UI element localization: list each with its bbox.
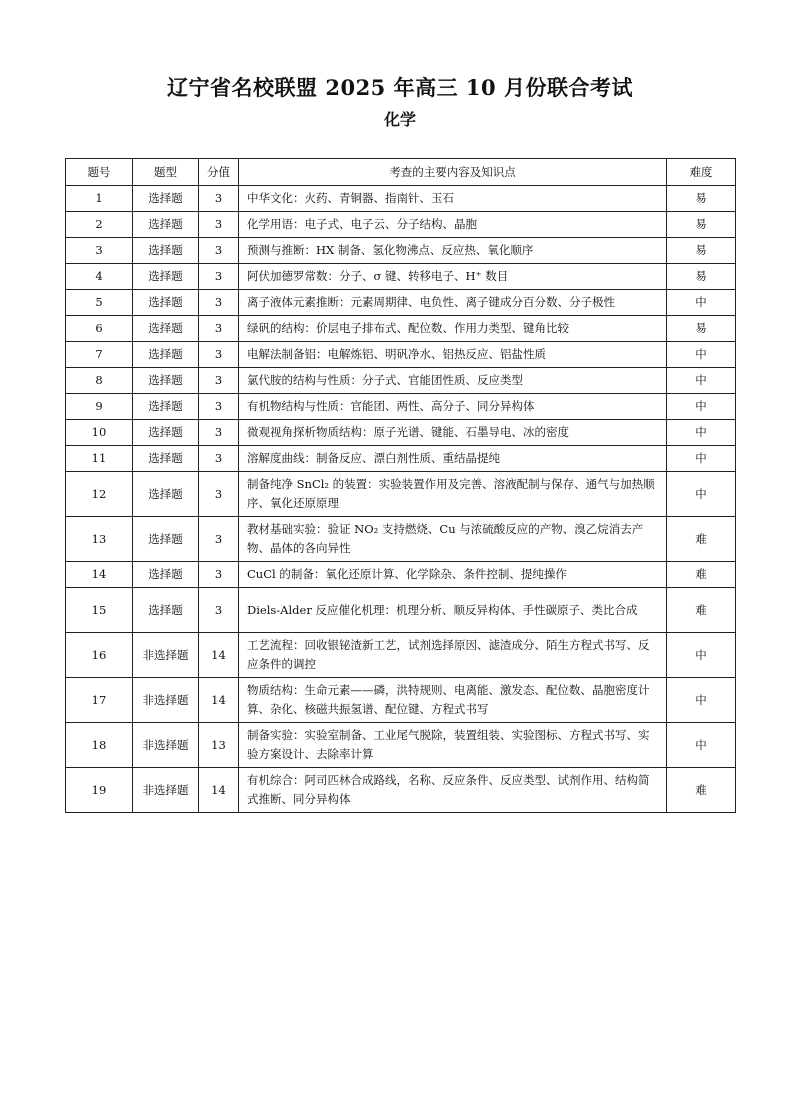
table-row	[66, 368, 736, 394]
cell-type: 选择题	[133, 238, 199, 264]
cell-difficulty: 中	[667, 472, 736, 517]
cell-type: 选择题	[133, 446, 199, 472]
table-row	[66, 562, 736, 588]
cell-content: 物质结构：生命元素——磷，洪特规则、电离能、激发态、配位数、晶胞密度计算、杂化、核磁共振氢谱、配位键、方程式书写	[239, 678, 667, 723]
cell-score: 3	[199, 562, 239, 588]
cell-type: 选择题	[133, 394, 199, 420]
cell-content: 离子液体元素推断：元素周期律、电负性、离子键成分百分数、分子极性	[239, 290, 667, 316]
cell-num: 12	[66, 472, 133, 517]
table-row	[66, 678, 736, 723]
cell-num: 14	[66, 562, 133, 588]
cell-content: 教材基础实验：验证 NO₂ 支持燃烧、Cu 与浓硫酸反应的产物、溴乙烷消去产物、晶体的各向异性	[239, 517, 667, 562]
cell-score: 3	[199, 290, 239, 316]
cell-num: 11	[66, 446, 133, 472]
cell-num: 17	[66, 678, 133, 723]
cell-difficulty: 中	[667, 678, 736, 723]
header-type: 题型	[133, 159, 199, 186]
cell-type: 非选择题	[133, 723, 199, 768]
cell-content: 中华文化：火药、青铜器、指南针、玉石	[239, 186, 667, 212]
table-row	[66, 472, 736, 517]
cell-score: 3	[199, 316, 239, 342]
table-row	[66, 446, 736, 472]
table-row	[66, 212, 736, 238]
cell-num: 10	[66, 420, 133, 446]
cell-score: 3	[199, 588, 239, 633]
cell-content: 制备实验：实验室制备、工业尾气脱除，装置组装、实验图标、方程式书写、实验方案设计、去除率计算	[239, 723, 667, 768]
cell-num: 2	[66, 212, 133, 238]
table-row	[66, 316, 736, 342]
cell-num: 9	[66, 394, 133, 420]
cell-type: 选择题	[133, 316, 199, 342]
cell-num: 4	[66, 264, 133, 290]
table-row	[66, 290, 736, 316]
cell-content: 有机物结构与性质：官能团、两性、高分子、同分异构体	[239, 394, 667, 420]
cell-num: 7	[66, 342, 133, 368]
cell-score: 3	[199, 212, 239, 238]
header-score: 分值	[199, 159, 239, 186]
cell-type: 选择题	[133, 588, 199, 633]
cell-num: 3	[66, 238, 133, 264]
exam-analysis-table	[65, 158, 736, 813]
cell-difficulty: 中	[667, 342, 736, 368]
cell-difficulty: 中	[667, 420, 736, 446]
cell-content: Diels-Alder 反应催化机理：机理分析、顺反异构体、手性碳原子、类比合成	[239, 588, 667, 633]
cell-content: CuCl 的制备：氧化还原计算、化学除杂、条件控制、提纯操作	[239, 562, 667, 588]
table-row	[66, 420, 736, 446]
cell-type: 非选择题	[133, 633, 199, 678]
cell-difficulty: 易	[667, 316, 736, 342]
cell-difficulty: 中	[667, 633, 736, 678]
cell-score: 13	[199, 723, 239, 768]
cell-difficulty: 难	[667, 588, 736, 633]
table-row	[66, 186, 736, 212]
cell-score: 3	[199, 446, 239, 472]
cell-difficulty: 难	[667, 562, 736, 588]
cell-score: 3	[199, 394, 239, 420]
cell-num: 15	[66, 588, 133, 633]
cell-content: 预测与推断：HX 制备、氢化物沸点、反应热、氧化顺序	[239, 238, 667, 264]
cell-num: 13	[66, 517, 133, 562]
cell-difficulty: 中	[667, 723, 736, 768]
cell-difficulty: 难	[667, 517, 736, 562]
cell-num: 6	[66, 316, 133, 342]
page-subtitle: 化学	[383, 110, 416, 129]
cell-type: 选择题	[133, 186, 199, 212]
cell-num: 5	[66, 290, 133, 316]
cell-type: 选择题	[133, 342, 199, 368]
table-header-row	[66, 159, 736, 186]
cell-content: 电解法制备铝：电解炼铝、明矾净水、铝热反应、铝盐性质	[239, 342, 667, 368]
cell-score: 3	[199, 472, 239, 517]
cell-difficulty: 中	[667, 368, 736, 394]
cell-type: 选择题	[133, 472, 199, 517]
cell-type: 选择题	[133, 264, 199, 290]
cell-type: 选择题	[133, 290, 199, 316]
cell-num: 1	[66, 186, 133, 212]
cell-score: 3	[199, 186, 239, 212]
cell-content: 工艺流程：回收银铋渣新工艺，试剂选择原因、滤渣成分、陌生方程式书写、反应条件的调控	[239, 633, 667, 678]
cell-difficulty: 中	[667, 446, 736, 472]
cell-score: 3	[199, 368, 239, 394]
cell-content: 氯代胺的结构与性质：分子式、官能团性质、反应类型	[239, 368, 667, 394]
table-row	[66, 588, 736, 633]
cell-score: 3	[199, 238, 239, 264]
table-row	[66, 768, 736, 813]
cell-difficulty: 中	[667, 290, 736, 316]
table-row	[66, 517, 736, 562]
cell-score: 14	[199, 678, 239, 723]
table-row	[66, 342, 736, 368]
cell-content: 溶解度曲线：制备反应、漂白剂性质、重结晶提纯	[239, 446, 667, 472]
cell-type: 选择题	[133, 562, 199, 588]
header-difficulty: 难度	[667, 159, 736, 186]
cell-score: 14	[199, 633, 239, 678]
cell-content: 制备纯净 SnCl₂ 的装置：实验装置作用及完善、溶液配制与保存、通气与加热顺序、氧化还原原理	[239, 472, 667, 517]
cell-content: 微观视角探析物质结构：原子光谱、键能、石墨导电、冰的密度	[239, 420, 667, 446]
cell-type: 选择题	[133, 212, 199, 238]
cell-type: 选择题	[133, 368, 199, 394]
header-num: 题号	[66, 159, 133, 186]
cell-content: 化学用语：电子式、电子云、分子结构、晶胞	[239, 212, 667, 238]
cell-type: 非选择题	[133, 768, 199, 813]
cell-content: 有机综合：阿司匹林合成路线，名称、反应条件、反应类型、试剂作用、结构简式推断、同分异构体	[239, 768, 667, 813]
cell-difficulty: 易	[667, 238, 736, 264]
cell-num: 8	[66, 368, 133, 394]
cell-type: 非选择题	[133, 678, 199, 723]
table-row	[66, 723, 736, 768]
cell-difficulty: 易	[667, 186, 736, 212]
table-row	[66, 238, 736, 264]
header-content: 考查的主要内容及知识点	[239, 159, 667, 186]
cell-type: 选择题	[133, 517, 199, 562]
cell-difficulty: 中	[667, 394, 736, 420]
cell-score: 3	[199, 517, 239, 562]
table-row	[66, 394, 736, 420]
cell-score: 3	[199, 342, 239, 368]
table-row	[66, 264, 736, 290]
cell-type: 选择题	[133, 420, 199, 446]
cell-num: 16	[66, 633, 133, 678]
cell-num: 19	[66, 768, 133, 813]
page-title: 辽宁省名校联盟 2025 年高三 10 月份联合考试	[167, 75, 633, 100]
cell-content: 绿矾的结构：价层电子排布式、配位数、作用力类型、键角比较	[239, 316, 667, 342]
cell-content: 阿伏加德罗常数：分子、σ 键、转移电子、H⁺ 数目	[239, 264, 667, 290]
cell-difficulty: 易	[667, 212, 736, 238]
table-row	[66, 633, 736, 678]
cell-num: 18	[66, 723, 133, 768]
cell-score: 3	[199, 420, 239, 446]
cell-difficulty: 难	[667, 768, 736, 813]
cell-score: 14	[199, 768, 239, 813]
cell-difficulty: 易	[667, 264, 736, 290]
cell-score: 3	[199, 264, 239, 290]
